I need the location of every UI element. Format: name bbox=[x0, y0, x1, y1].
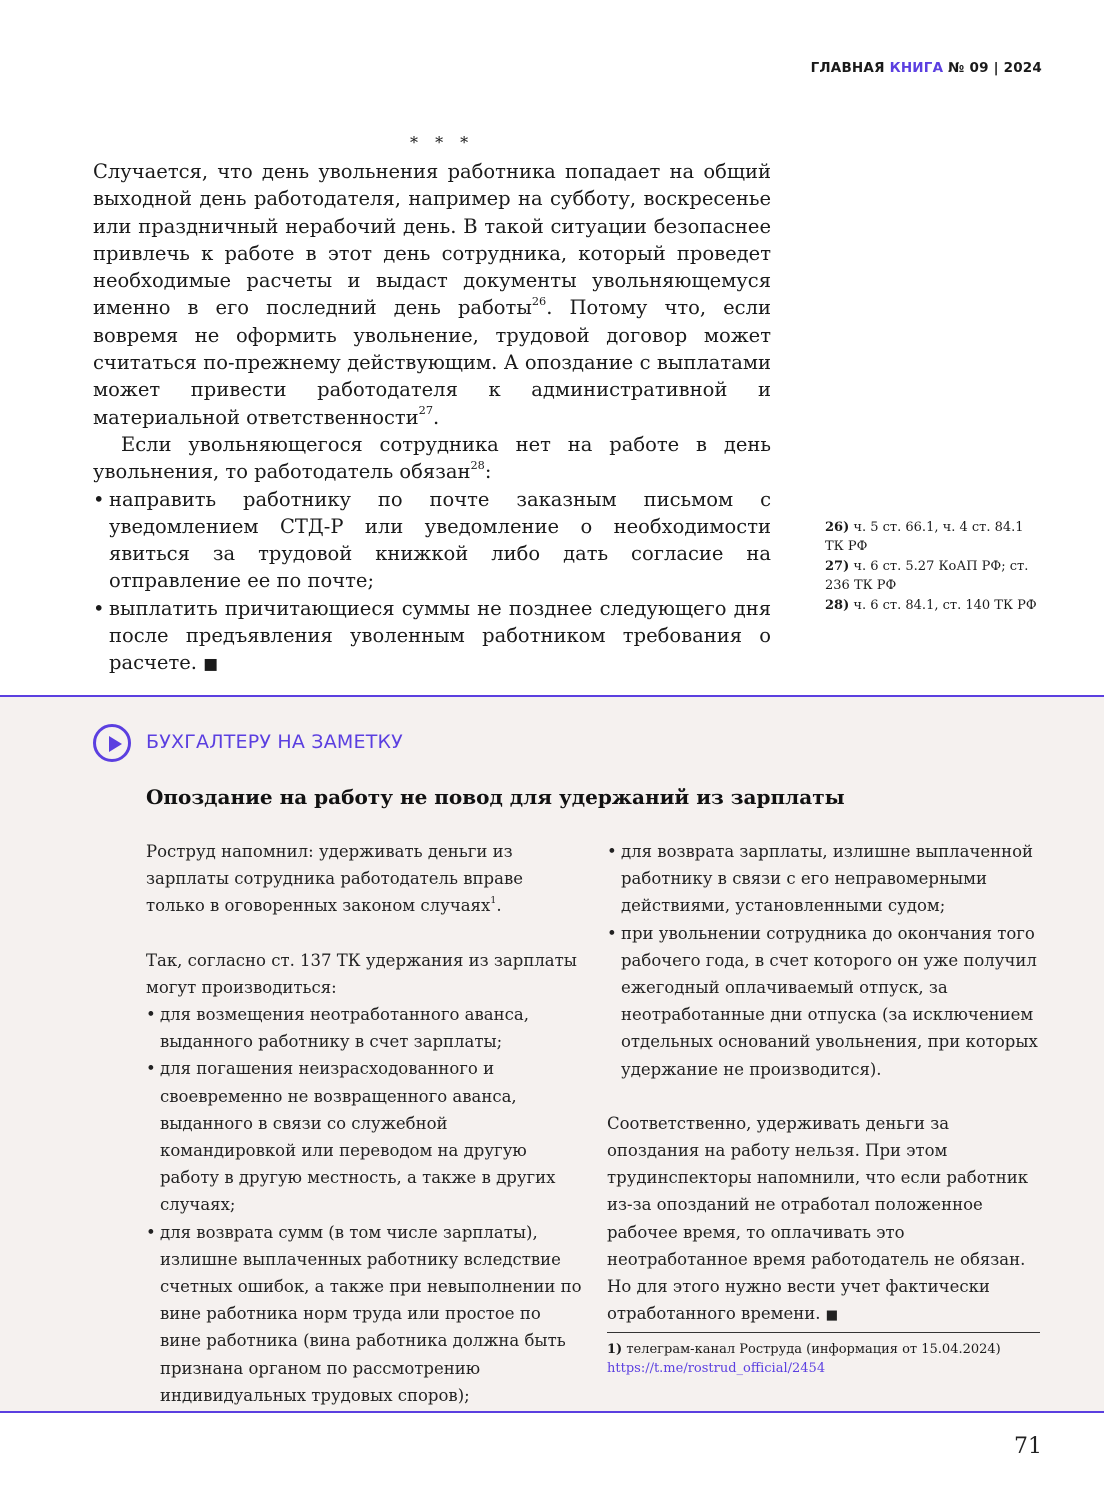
deductions-list-continued bbox=[607, 838, 1042, 1083]
list-item: • при увольнении сотрудника до окончания того рабочего года, в счет которого он уже получил ежегодный оплачиваемый отпуск, за неотработанные дни отпуска (за исключением отдельных оснований увольнения, при которых удержание не производится). bbox=[607, 920, 1042, 1083]
list-item: • направить работнику по почте заказным письмом с уведомлением СТД-Р или уведомление о необходимости явиться за трудовой книжкой либо дать согласие на отправление ее по почте; bbox=[93, 486, 771, 595]
paragraph-2: Если увольняющегося сотрудника нет на работе в день увольнения, то работодатель обязан$^{28}$: bbox=[93, 432, 771, 484]
footnote-ref-26[interactable]: 26 bbox=[531, 294, 547, 308]
footnote-divider bbox=[607, 1332, 1040, 1333]
issue-number: № 09 | 2024 bbox=[943, 60, 1042, 76]
list-item: • для возврата зарплаты, излишне выплаченной работнику в связи с его неправомерными действиями, установленными судом; bbox=[607, 838, 1042, 920]
play-icon bbox=[93, 724, 131, 762]
box-lead: Так, согласно ст. 137 ТК удержания из зарплаты могут производиться: bbox=[146, 950, 577, 997]
footnote-link[interactable]: https://t.me/rostrud_official/2454 bbox=[607, 1361, 826, 1376]
box-footnote bbox=[607, 1340, 1047, 1378]
box-column-left bbox=[146, 838, 586, 1409]
box-column-right bbox=[607, 838, 1042, 1329]
footnote-ref-28[interactable]: 28 bbox=[470, 458, 485, 472]
box-conclusion: Соответственно, удерживать деньги за опоздания на работу нельзя. При этом трудинспекторы напомнили, что если работник из-за опозданий не отработал положенное рабочее время, то оплачивать это неотработанное время работодатель не обязан. Но для этого нужно вести учет фактически отработанного времени. ■ bbox=[607, 1113, 1029, 1324]
sidenotes bbox=[825, 519, 1045, 618]
section-divider: * * * bbox=[410, 133, 475, 152]
box-label: БУХГАЛТЕРУ НА ЗАМЕТКУ bbox=[146, 731, 403, 753]
footnote-number: 1) bbox=[607, 1342, 623, 1357]
list-item: • для возмещения неотработанного аванса, выданного работнику в счет зарплаты; bbox=[146, 1001, 586, 1055]
list-item: • для возврата сумм (в том числе зарплаты), излишне выплаченных работнику вследствие счетных ошибок, а также при невыполнении по вине работника норм труда или простое по вине работника (вина работника должна быть признана органом по рассмотрению индивидуальных трудовых споров); bbox=[146, 1219, 586, 1409]
end-mark: ■ bbox=[203, 655, 218, 674]
box-intro: Роструд напомнил: удерживать деньги из зарплаты сотрудника работодатель вправе только в оговоренных законом случаях$^1$. bbox=[146, 842, 524, 916]
page-number: 71 bbox=[1014, 1434, 1042, 1459]
sidenote-26: 26) ч. 5 ст. 66.1, ч. 4 ст. 84.1 ТК РФ bbox=[825, 520, 1024, 554]
footnote-ref-27[interactable]: 27 bbox=[418, 403, 434, 417]
list-item: • выплатить причитающиеся суммы не позднее следующего дня после предъявления уволенным работником требования о расчете. ■ bbox=[93, 595, 771, 679]
end-mark: ■ bbox=[825, 1308, 839, 1324]
magazine-title: ГЛАВНАЯ bbox=[810, 60, 890, 76]
paragraph-1: Случается, что день увольнения работника попадает на общий выходной день работодателя, например на субботу, воскресенье или праздничный нерабочий день. В такой ситуации безопаснее привлечь к работе в этот день сотрудника, который проведет необходимые расчеты и выдаст документы увольняющемуся именно в его последний день работы$^{26}$. Потому что, если вовремя не оформить увольнение, трудовой договор может считаться по-прежнему действующим. А опоздание с выплатами может привести работодателя к административной и материальной ответственности$^{27}$. bbox=[93, 160, 771, 429]
footnote-ref-1[interactable]: 1 bbox=[490, 895, 497, 906]
sidenote-28: 28) ч. 6 ст. 84.1, ст. 140 ТК РФ bbox=[825, 598, 1037, 613]
footnote-text: телеграм-канал Роструда (информация от 15.04.2024) bbox=[626, 1342, 1001, 1357]
article-body bbox=[93, 158, 771, 679]
magazine-title-accent: КНИГА bbox=[889, 60, 944, 76]
obligations-list bbox=[93, 486, 771, 679]
sidenote-27: 27) ч. 6 ст. 5.27 КоАП РФ; ст. 236 ТК РФ bbox=[825, 559, 1029, 593]
deductions-list bbox=[146, 1001, 586, 1409]
box-title: Опоздание на работу не повод для удержаний из зарплаты bbox=[146, 785, 845, 809]
list-item: • для погашения неизрасходованного и своевременно не возвращенного аванса, выданного в связи со служебной командировкой или переводом на другую работу в другую местность, а также в других случаях; bbox=[146, 1055, 586, 1218]
running-header bbox=[811, 60, 1042, 76]
